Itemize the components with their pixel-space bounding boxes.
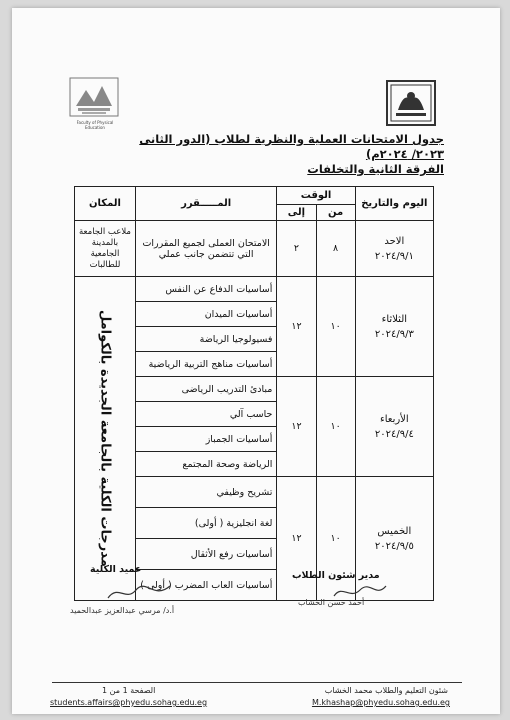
time-to: ١٢ [277, 377, 316, 477]
dean-signature-title: عميد الكلية [90, 564, 142, 575]
time-to: ١٢ [277, 477, 316, 601]
header-course: المـــــقرر [135, 187, 276, 221]
footer-email-right[interactable]: M.khashap@phyedu.sohag.edu.eg [311, 698, 450, 707]
place-rest-cell [75, 277, 136, 601]
exam-date: ٢٠٢٤/٩/٣ [374, 328, 414, 340]
footer-divider [52, 682, 462, 683]
course-cell: الرياضة وصحة المجتمع [135, 452, 276, 477]
footer-email-left[interactable]: students.affairs@phyedu.sohag.edu.eg [50, 698, 208, 707]
schedule-title [104, 132, 444, 177]
student-affairs-signature-title: مدير شئون الطلاب [292, 570, 380, 581]
student-affairs-name: أحمد حسن الخشاب [298, 598, 365, 607]
day-date-cell [355, 277, 433, 377]
time-to: ٢ [277, 221, 316, 277]
course-cell: أساسيات الميدان [135, 302, 276, 327]
header-from: من [316, 205, 355, 221]
page-number: الصفحة 1 من 1 [102, 686, 156, 695]
table-row [75, 221, 434, 277]
day-name: الأربعاء [380, 413, 409, 425]
course-cell: الامتحان العملى لجميع المقررات التي تتضمن جانب عملي [135, 221, 276, 277]
course-cell: تشريح وظيفي [135, 477, 276, 508]
dean-name: أ.د/ مرسي عبدالعزيز عبدالحميد [70, 606, 175, 615]
dean-signature-scribble [104, 580, 174, 604]
header-day-date: اليوم والتاريخ [355, 187, 433, 221]
day-name: الاحد [384, 235, 405, 247]
exam-date: ٢٠٢٤/٩/٤ [374, 428, 414, 440]
faculty-logo-caption: Faculty of Physical Education [76, 120, 114, 130]
time-from: ٨ [316, 221, 355, 277]
course-cell: لغة انجليزية ( أولى) [135, 508, 276, 539]
time-from: ١٠ [316, 277, 355, 377]
header-to: إلى [277, 205, 316, 221]
course-cell: حاسب آلي [135, 402, 276, 427]
header-time: الوقت [277, 187, 355, 205]
place-rest: مدرجات الكلية بالجامعة الجديدة بالكوامل [97, 310, 113, 567]
course-cell: أساسيات الدفاع عن النفس [135, 277, 276, 302]
title-line-1: جدول الامتحانات العملية والنظرية لطلاب (الدور الثانى ٢٠٢٣/ ٢٠٢٤م) [139, 132, 444, 161]
time-to: ١٢ [277, 277, 316, 377]
day-name: الخميس [377, 525, 412, 537]
faculty-logo [68, 76, 120, 122]
time-from: ١٠ [316, 377, 355, 477]
title-line-2: الفرقة الثانية والتخلفات [307, 162, 444, 176]
day-date-cell [355, 221, 433, 277]
time-from: ١٠ [316, 477, 355, 601]
course-cell: فسيولوجيا الرياضة [135, 327, 276, 352]
exam-date: ٢٠٢٤/٩/٥ [374, 540, 414, 552]
course-cell: أساسيات الجمباز [135, 427, 276, 452]
exam-date: ٢٠٢٤/٩/١ [374, 250, 414, 262]
place-first: ملاعب الجامعة بالمدينة الجامعية للطالبات [75, 221, 136, 277]
course-cell: مبادئ التدريب الرياضى [135, 377, 276, 402]
course-cell: أساسيات العاب المضرب ( أولى ) [135, 570, 276, 601]
course-cell: أساسيات رفع الأثقال [135, 539, 276, 570]
day-date-cell [355, 377, 433, 477]
document-page [12, 8, 500, 714]
table-row [75, 277, 434, 302]
exam-schedule-table [74, 186, 434, 601]
footer-office: شئون التعليم والطلاب محمد الخشاب [324, 686, 448, 695]
day-name: الثلاثاء [381, 313, 408, 325]
header-place: المكان [75, 187, 136, 221]
university-logo [386, 80, 436, 126]
course-cell: أساسيات مناهج التربية الرياضية [135, 352, 276, 377]
